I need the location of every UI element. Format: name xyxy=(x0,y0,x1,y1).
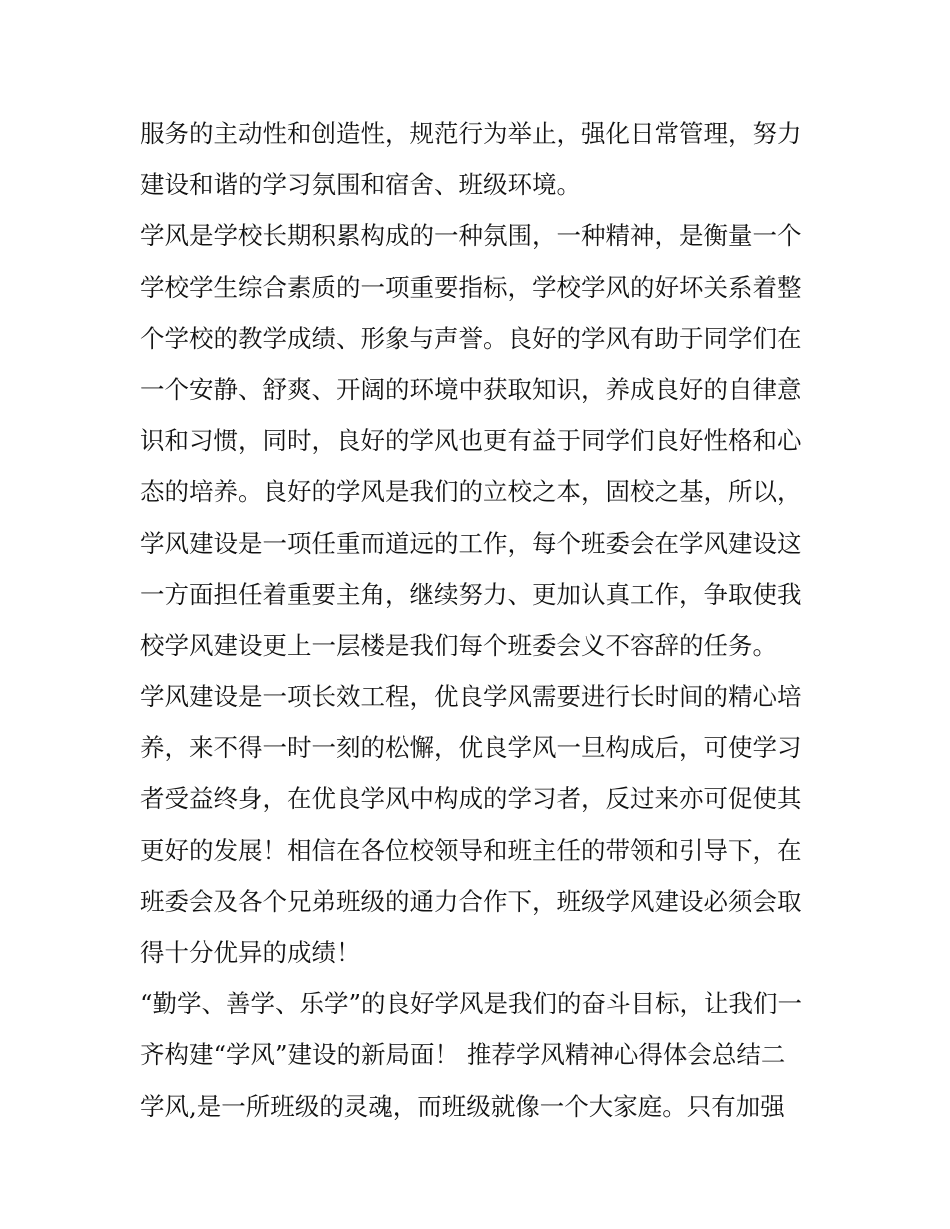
text-line: “勤学、善学、乐学”的良好学风是我们的奋斗目标，让我们一 xyxy=(140,989,803,1019)
text-line: 得十分优异的成绩！ xyxy=(140,938,361,967)
text-line: 者受益终身，在优良学风中构成的学习者，反过来亦可促使其 xyxy=(140,784,802,814)
text-line: 校学风建设更上一层楼是我们每个班委会义不容辞的任务。 xyxy=(140,630,777,660)
text-line: 齐构建“学风”建设的新局面！ 推荐学风精神心得体会总结二 xyxy=(140,1040,786,1070)
text-line: 学风,是一所班级的灵魂，而班级就像一个大家庭。只有加强 xyxy=(140,1091,785,1121)
text-line: 学风是学校长期积累构成的一种氛围，一种精神，是衡量一个 xyxy=(140,221,802,251)
text-line: 服务的主动性和创造性，规范行为举止，强化日常管理，努力 xyxy=(140,119,802,148)
text-line: 个学校的教学成绩、形象与声誉。良好的学风有助于同学们在 xyxy=(140,323,802,353)
text-line: 更好的发展！相信在各位校领导和班主任的带领和引导下，在 xyxy=(140,835,802,865)
document-body xyxy=(140,108,820,1132)
text-line: 一个安静、舒爽、开阔的环境中获取知识，养成良好的自律意 xyxy=(140,374,802,404)
text-line: 一方面担任着重要主角，继续努力、更加认真工作，争取使我 xyxy=(140,579,802,609)
text-line: 学风建设是一项任重而道远的工作，每个班委会在学风建设这 xyxy=(140,528,802,558)
text-line: 学校学生综合素质的一项重要指标，学校学风的好坏关系着整 xyxy=(140,272,802,302)
text-line: 识和习惯，同时，良好的学风也更有益于同学们良好性格和心 xyxy=(140,426,802,456)
text-line: 建设和谐的学习氛围和宿舍、班级环境。 xyxy=(140,170,581,200)
text-line: 养，来不得一时一刻的松懈，优良学风一旦构成后，可使学习 xyxy=(140,733,802,763)
text-line: 学风建设是一项长效工程，优良学风需要进行长时间的精心培 xyxy=(140,682,802,712)
text-line: 态的培养。良好的学风是我们的立校之本，固校之基，所以， xyxy=(140,477,802,507)
text-line: 班委会及各个兄弟班级的通力合作下，班级学风建设必须会取 xyxy=(140,886,802,916)
